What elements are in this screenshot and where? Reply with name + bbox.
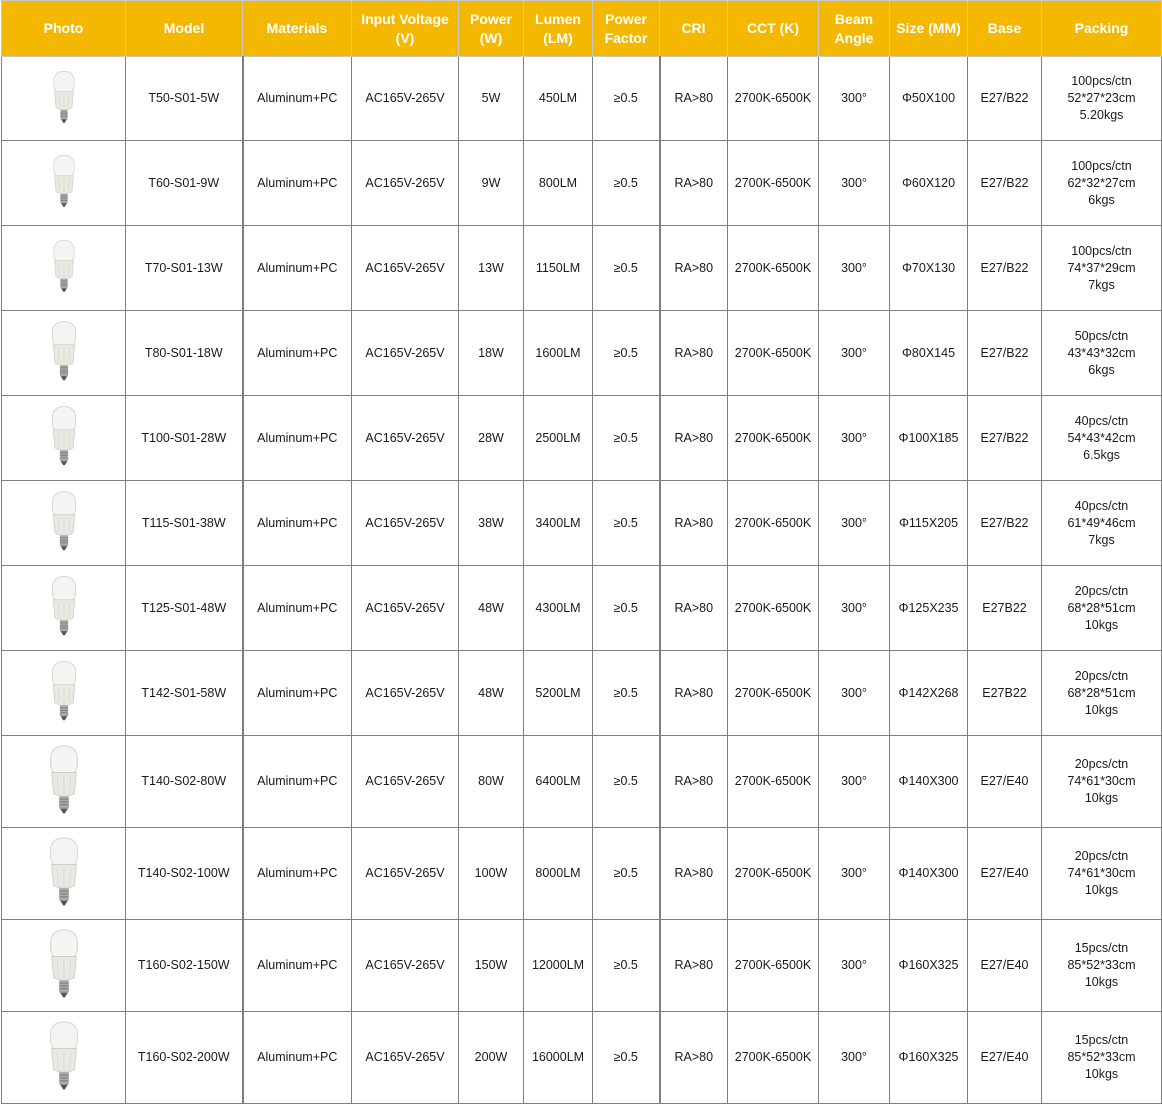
cell-voltage: AC165V-265V <box>352 1012 459 1104</box>
cell-size: Φ115X205 <box>890 481 968 566</box>
cell-packing <box>1042 226 1162 311</box>
cell-size: Φ80X145 <box>890 311 968 396</box>
cell-base: E27/E40 <box>968 1012 1042 1104</box>
cell-cct: 2700K-6500K <box>728 311 819 396</box>
cell-voltage: AC165V-265V <box>352 226 459 311</box>
cell-photo <box>2 828 126 920</box>
cell-beam-angle: 300° <box>819 226 890 311</box>
table-row <box>2 396 1162 481</box>
cell-cri: RA>80 <box>660 736 728 828</box>
cell-size: Φ160X325 <box>890 1012 968 1104</box>
cell-materials: Aluminum+PC <box>243 920 352 1012</box>
cell-photo <box>2 396 126 481</box>
cell-size: Φ160X325 <box>890 920 968 1012</box>
cell-voltage: AC165V-265V <box>352 311 459 396</box>
table-row <box>2 141 1162 226</box>
header-row <box>2 1 1162 57</box>
packing-dims: 85*52*33cm <box>1067 1050 1136 1064</box>
cell-beam-angle: 300° <box>819 566 890 651</box>
cell-model: T140-S02-80W <box>126 736 243 828</box>
cell-voltage: AC165V-265V <box>352 481 459 566</box>
cell-cct: 2700K-6500K <box>728 481 819 566</box>
cell-photo <box>2 1012 126 1104</box>
header-model: Model <box>126 1 243 57</box>
cell-packing <box>1042 566 1162 651</box>
cell-photo <box>2 481 126 566</box>
cell-cct: 2700K-6500K <box>728 57 819 141</box>
cell-size: Φ140X300 <box>890 736 968 828</box>
led-bulb-large-icon <box>42 836 86 912</box>
table-row <box>2 736 1162 828</box>
cell-beam-angle: 300° <box>819 736 890 828</box>
header-cri: CRI <box>660 1 728 57</box>
header-base: Base <box>968 1 1042 57</box>
header-beam-angle: Beam Angle <box>819 1 890 57</box>
cell-size: Φ100X185 <box>890 396 968 481</box>
cell-power: 48W <box>459 566 524 651</box>
cell-lumen: 3400LM <box>524 481 593 566</box>
cell-materials: Aluminum+PC <box>243 828 352 920</box>
packing-weight: 6kgs <box>1088 192 1115 207</box>
cell-model: T70-S01-13W <box>126 226 243 311</box>
cell-voltage: AC165V-265V <box>352 920 459 1012</box>
cell-base: E27B22 <box>968 651 1042 736</box>
cell-power-factor: ≥0.5 <box>593 311 660 396</box>
cell-materials: Aluminum+PC <box>243 566 352 651</box>
cell-power-factor: ≥0.5 <box>593 1012 660 1104</box>
cell-cri: RA>80 <box>660 566 728 651</box>
cell-power-factor: ≥0.5 <box>593 651 660 736</box>
led-bulb-medium-icon <box>46 490 82 556</box>
packing-weight: 6.5kgs <box>1083 447 1120 462</box>
cell-voltage: AC165V-265V <box>352 566 459 651</box>
cell-packing <box>1042 311 1162 396</box>
cell-lumen: 5200LM <box>524 651 593 736</box>
cell-cct: 2700K-6500K <box>728 651 819 736</box>
cell-size: Φ140X300 <box>890 828 968 920</box>
cell-base: E27/B22 <box>968 57 1042 141</box>
cell-packing <box>1042 396 1162 481</box>
cell-photo <box>2 920 126 1012</box>
packing-qty: 40pcs/ctn <box>1074 498 1129 513</box>
cell-power-factor: ≥0.5 <box>593 57 660 141</box>
cell-beam-angle: 300° <box>819 481 890 566</box>
cell-power: 80W <box>459 736 524 828</box>
cell-power: 18W <box>459 311 524 396</box>
cell-model: T80-S01-18W <box>126 311 243 396</box>
packing-dims: 85*52*33cm <box>1067 958 1136 972</box>
led-bulb-medium-icon <box>46 405 82 471</box>
cell-lumen: 450LM <box>524 57 593 141</box>
cell-cct: 2700K-6500K <box>728 828 819 920</box>
cell-power-factor: ≥0.5 <box>593 396 660 481</box>
cell-packing <box>1042 828 1162 920</box>
packing-qty: 20pcs/ctn <box>1074 583 1129 598</box>
packing-weight: 10kgs <box>1084 1067 1119 1081</box>
cell-power: 28W <box>459 396 524 481</box>
led-bulb-medium-icon <box>46 660 82 726</box>
header-voltage: Input Voltage (V) <box>352 1 459 57</box>
packing-weight: 10kgs <box>1084 975 1119 989</box>
header-cct: CCT (K) <box>728 1 819 57</box>
cell-power-factor: ≥0.5 <box>593 566 660 651</box>
cell-power: 5W <box>459 57 524 141</box>
packing-weight: 10kgs <box>1084 702 1119 717</box>
cell-beam-angle: 300° <box>819 141 890 226</box>
table-row <box>2 1012 1162 1104</box>
cell-photo <box>2 736 126 828</box>
cell-cri: RA>80 <box>660 141 728 226</box>
cell-materials: Aluminum+PC <box>243 57 352 141</box>
cell-model: T160-S02-200W <box>126 1012 243 1104</box>
table-row <box>2 481 1162 566</box>
packing-dims: 74*61*30cm <box>1067 774 1136 788</box>
led-bulb-small-icon <box>49 239 79 297</box>
packing-qty: 40pcs/ctn <box>1074 413 1129 428</box>
packing-weight: 6kgs <box>1088 362 1115 377</box>
header-power-factor: Power Factor <box>593 1 660 57</box>
packing-dims: 43*43*32cm <box>1067 345 1136 360</box>
table-row <box>2 828 1162 920</box>
cell-cct: 2700K-6500K <box>728 736 819 828</box>
cell-model: T160-S02-150W <box>126 920 243 1012</box>
packing-dims: 74*61*30cm <box>1067 866 1136 880</box>
table-row <box>2 566 1162 651</box>
cell-lumen: 4300LM <box>524 566 593 651</box>
cell-materials: Aluminum+PC <box>243 651 352 736</box>
cell-photo <box>2 57 126 141</box>
cell-beam-angle: 300° <box>819 396 890 481</box>
packing-qty: 20pcs/ctn <box>1074 849 1129 863</box>
packing-dims: 61*49*46cm <box>1067 515 1136 530</box>
cell-cct: 2700K-6500K <box>728 920 819 1012</box>
packing-dims: 68*28*51cm <box>1067 600 1136 615</box>
cell-power: 9W <box>459 141 524 226</box>
cell-materials: Aluminum+PC <box>243 1012 352 1104</box>
cell-packing <box>1042 57 1162 141</box>
cell-model: T125-S01-48W <box>126 566 243 651</box>
cell-voltage: AC165V-265V <box>352 828 459 920</box>
table-row <box>2 920 1162 1012</box>
cell-power-factor: ≥0.5 <box>593 481 660 566</box>
packing-qty: 15pcs/ctn <box>1074 941 1129 955</box>
cell-power-factor: ≥0.5 <box>593 828 660 920</box>
cell-packing <box>1042 651 1162 736</box>
cell-materials: Aluminum+PC <box>243 226 352 311</box>
cell-packing <box>1042 141 1162 226</box>
cell-power: 38W <box>459 481 524 566</box>
cell-base: E27/E40 <box>968 920 1042 1012</box>
cell-cct: 2700K-6500K <box>728 1012 819 1104</box>
cell-base: E27/B22 <box>968 481 1042 566</box>
packing-qty: 20pcs/ctn <box>1074 757 1129 771</box>
cell-power: 13W <box>459 226 524 311</box>
table-row <box>2 651 1162 736</box>
cell-size: Φ125X235 <box>890 566 968 651</box>
cell-cri: RA>80 <box>660 396 728 481</box>
packing-dims: 52*27*23cm <box>1067 91 1136 105</box>
cell-lumen: 6400LM <box>524 736 593 828</box>
cell-size: Φ60X120 <box>890 141 968 226</box>
cell-lumen: 16000LM <box>524 1012 593 1104</box>
table-row <box>2 226 1162 311</box>
header-photo: Photo <box>2 1 126 57</box>
cell-voltage: AC165V-265V <box>352 736 459 828</box>
cell-beam-angle: 300° <box>819 651 890 736</box>
cell-voltage: AC165V-265V <box>352 57 459 141</box>
table-row <box>2 57 1162 141</box>
cell-base: E27/E40 <box>968 828 1042 920</box>
cell-cri: RA>80 <box>660 920 728 1012</box>
cell-model: T100-S01-28W <box>126 396 243 481</box>
cell-cri: RA>80 <box>660 481 728 566</box>
cell-cri: RA>80 <box>660 1012 728 1104</box>
cell-beam-angle: 300° <box>819 1012 890 1104</box>
cell-photo <box>2 566 126 651</box>
cell-cct: 2700K-6500K <box>728 226 819 311</box>
packing-dims: 74*37*29cm <box>1067 260 1136 275</box>
cell-voltage: AC165V-265V <box>352 396 459 481</box>
cell-lumen: 1600LM <box>524 311 593 396</box>
cell-voltage: AC165V-265V <box>352 651 459 736</box>
cell-base: E27/B22 <box>968 226 1042 311</box>
packing-qty: 100pcs/ctn <box>1071 74 1132 88</box>
cell-size: Φ50X100 <box>890 57 968 141</box>
packing-weight: 10kgs <box>1084 791 1119 805</box>
cell-base: E27/B22 <box>968 396 1042 481</box>
header-packing: Packing <box>1042 1 1162 57</box>
cell-packing <box>1042 920 1162 1012</box>
packing-qty: 20pcs/ctn <box>1074 668 1129 683</box>
cell-beam-angle: 300° <box>819 57 890 141</box>
packing-qty: 50pcs/ctn <box>1074 328 1129 343</box>
led-bulb-medium-icon <box>46 575 82 641</box>
cell-materials: Aluminum+PC <box>243 481 352 566</box>
cell-lumen: 800LM <box>524 141 593 226</box>
cell-photo <box>2 311 126 396</box>
led-bulb-large-icon <box>42 744 86 820</box>
table-body <box>2 57 1162 1104</box>
packing-dims: 62*32*27cm <box>1067 175 1136 190</box>
cell-beam-angle: 300° <box>819 920 890 1012</box>
packing-weight: 7kgs <box>1088 532 1115 547</box>
led-bulb-small-icon <box>49 70 79 128</box>
cell-cri: RA>80 <box>660 57 728 141</box>
cell-base: E27/B22 <box>968 141 1042 226</box>
header-materials: Materials <box>243 1 352 57</box>
cell-lumen: 8000LM <box>524 828 593 920</box>
led-bulb-small-icon <box>49 154 79 212</box>
cell-power: 150W <box>459 920 524 1012</box>
header-lumen: Lumen (LM) <box>524 1 593 57</box>
cell-power-factor: ≥0.5 <box>593 141 660 226</box>
cell-packing <box>1042 481 1162 566</box>
cell-cri: RA>80 <box>660 651 728 736</box>
led-bulb-large-icon <box>42 1020 86 1096</box>
cell-cri: RA>80 <box>660 226 728 311</box>
cell-power: 100W <box>459 828 524 920</box>
cell-power: 200W <box>459 1012 524 1104</box>
cell-photo <box>2 651 126 736</box>
cell-base: E27/E40 <box>968 736 1042 828</box>
cell-model: T50-S01-5W <box>126 57 243 141</box>
cell-packing <box>1042 736 1162 828</box>
cell-materials: Aluminum+PC <box>243 311 352 396</box>
cell-materials: Aluminum+PC <box>243 396 352 481</box>
cell-power-factor: ≥0.5 <box>593 920 660 1012</box>
packing-qty: 100pcs/ctn <box>1071 158 1132 173</box>
cell-voltage: AC165V-265V <box>352 141 459 226</box>
cell-beam-angle: 300° <box>819 828 890 920</box>
cell-photo <box>2 141 126 226</box>
cell-base: E27B22 <box>968 566 1042 651</box>
packing-dims: 54*43*42cm <box>1067 430 1136 445</box>
header-power: Power (W) <box>459 1 524 57</box>
cell-model: T140-S02-100W <box>126 828 243 920</box>
cell-beam-angle: 300° <box>819 311 890 396</box>
packing-qty: 100pcs/ctn <box>1071 243 1132 258</box>
cell-lumen: 2500LM <box>524 396 593 481</box>
cell-power-factor: ≥0.5 <box>593 226 660 311</box>
cell-cct: 2700K-6500K <box>728 141 819 226</box>
cell-power-factor: ≥0.5 <box>593 736 660 828</box>
packing-dims: 68*28*51cm <box>1067 685 1136 700</box>
cell-cri: RA>80 <box>660 311 728 396</box>
cell-size: Φ142X268 <box>890 651 968 736</box>
packing-qty: 15pcs/ctn <box>1074 1033 1129 1047</box>
cell-cri: RA>80 <box>660 828 728 920</box>
cell-lumen: 1150LM <box>524 226 593 311</box>
cell-materials: Aluminum+PC <box>243 141 352 226</box>
cell-materials: Aluminum+PC <box>243 736 352 828</box>
packing-weight: 10kgs <box>1084 617 1119 632</box>
packing-weight: 7kgs <box>1088 277 1115 292</box>
cell-cct: 2700K-6500K <box>728 396 819 481</box>
cell-model: T60-S01-9W <box>126 141 243 226</box>
cell-model: T115-S01-38W <box>126 481 243 566</box>
cell-size: Φ70X130 <box>890 226 968 311</box>
cell-photo <box>2 226 126 311</box>
packing-weight: 5.20kgs <box>1079 108 1124 122</box>
cell-packing <box>1042 1012 1162 1104</box>
cell-lumen: 12000LM <box>524 920 593 1012</box>
packing-weight: 10kgs <box>1084 883 1119 897</box>
led-bulb-large-icon <box>42 928 86 1004</box>
header-size: Size (MM) <box>890 1 968 57</box>
table-row <box>2 311 1162 396</box>
cell-cct: 2700K-6500K <box>728 566 819 651</box>
led-bulb-medium-icon <box>46 320 82 386</box>
spec-table <box>1 0 1162 1104</box>
cell-power: 48W <box>459 651 524 736</box>
cell-base: E27/B22 <box>968 311 1042 396</box>
cell-model: T142-S01-58W <box>126 651 243 736</box>
